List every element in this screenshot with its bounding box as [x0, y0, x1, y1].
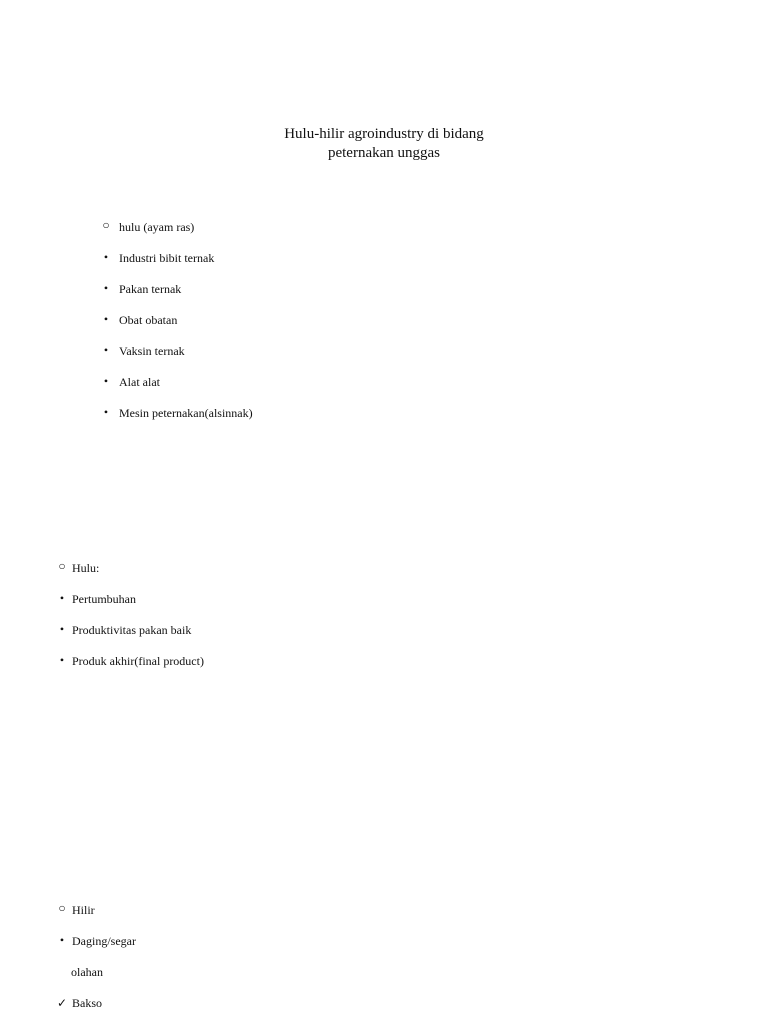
list-item-label: Produktivitas pakan baik: [72, 623, 192, 637]
dot-bullet-icon: •: [103, 374, 109, 388]
list-item-label: Produk akhir(final product): [72, 654, 204, 668]
dot-bullet-icon: •: [59, 622, 65, 636]
list-item-label: Mesin peternakan(alsinnak): [119, 406, 253, 420]
dot-bullet-icon: •: [103, 312, 109, 326]
list-item-label: hulu (ayam ras): [119, 220, 195, 234]
dot-bullet-icon: •: [103, 250, 109, 264]
dot-bullet-icon: •: [59, 591, 65, 605]
title-line-1: Hulu-hilir agroindustry di bidang: [284, 126, 484, 142]
circle-bullet-icon: ○: [58, 559, 66, 573]
dot-bullet-icon: •: [103, 281, 109, 295]
dot-bullet-icon: •: [59, 933, 65, 947]
list-item-label: Hilir: [72, 903, 95, 917]
list-item-label: Industri bibit ternak: [119, 251, 215, 265]
dot-bullet-icon: •: [103, 343, 109, 357]
list-item-label: Alat alat: [119, 375, 160, 389]
list-item-label: Bakso: [72, 996, 102, 1010]
list-item-label: Vaksin ternak: [119, 344, 185, 358]
list-item-label: Pakan ternak: [119, 282, 182, 296]
list-item-label: Daging/segar: [72, 934, 136, 948]
check-icon: ✓: [56, 996, 68, 1010]
title-line-2: peternakan unggas: [327, 145, 441, 161]
list-item-label: Hulu:: [72, 561, 100, 575]
list-item-label: Obat obatan: [119, 313, 178, 327]
dot-bullet-icon: •: [103, 405, 109, 419]
list-item-label: Pertumbuhan: [72, 592, 136, 606]
list-subtext: olahan: [71, 965, 103, 979]
circle-bullet-icon: ○: [102, 218, 110, 232]
dot-bullet-icon: •: [59, 653, 65, 667]
document-title: [0, 125, 768, 163]
circle-bullet-icon: ○: [58, 901, 66, 915]
